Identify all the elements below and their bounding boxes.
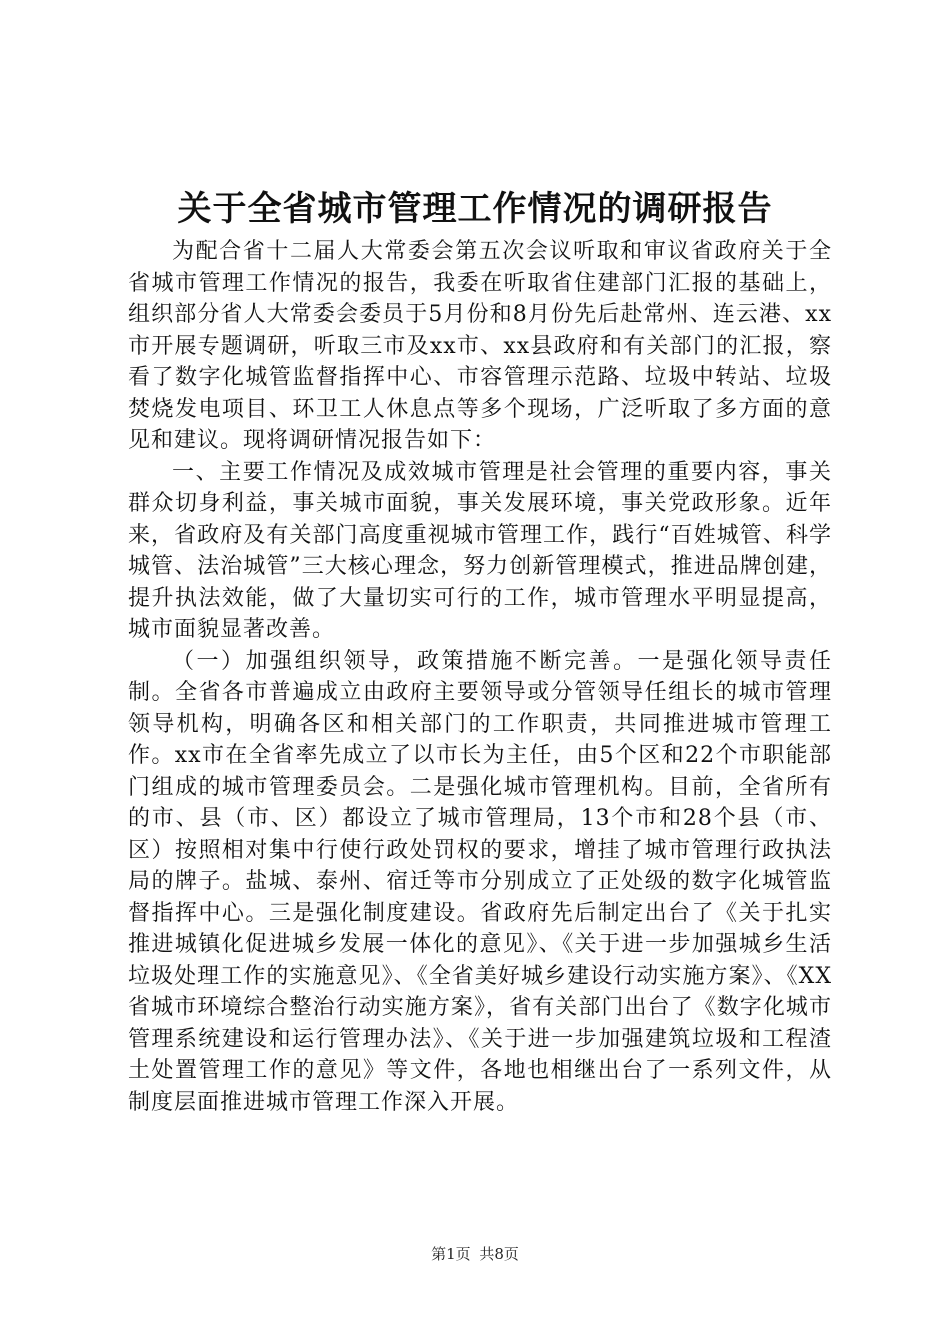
document-body xyxy=(128,236,832,1118)
page-total: 共8页 xyxy=(479,1245,519,1263)
page-number: 第1页 xyxy=(431,1245,471,1263)
paragraph-intro: 为配合省十二届人大常委会第五次会议听取和审议省政府关于全省城市管理工作情况的报告，我委在听取省住建部门汇报的基础上，组织部分省人大常委会委员于5月份和8月份先后赴常州、连云港、xx市开展专题调研，听取三市及xx市、xx县政府和有关部门的汇报，察看了数字化城管监督指挥中心、市容管理示范路、垃圾中转站、垃圾焚烧发电项目、环卫工人休息点等多个现场，广泛听取了多方面的意见和建议。现将调研情况报告如下： xyxy=(128,239,832,453)
paragraph-section-one: 一、主要工作情况及成效城市管理是社会管理的重要内容，事关群众切身利益，事关城市面貌，事关发展环境，事关党政形象。近年来，省政府及有关部门高度重视城市管理工作，践行“百姓城管、科学城管、法治城管”三大核心理念，努力创新管理模式，推进品牌创建，提升执法效能，做了大量切实可行的工作，城市管理水平明显提高，城市面貌显著改善。 xyxy=(128,459,832,642)
paragraph-subsection-one: （一）加强组织领导，政策措施不断完善。一是强化领导责任制。全省各市普遍成立由政府主要领导或分管领导任组长的城市管理领导机构，明确各区和相关部门的工作职责，共同推进城市管理工作。xx市在全省率先成立了以市长为主任，由5个区和22个市职能部门组成的城市管理委员会。二是强化城市管理机构。目前，全省所有的市、县（市、区）都设立了城市管理局，13个市和28个县（市、区）按照相对集中行使行政处罚权的要求，增挂了城市管理行政执法局的牌子。盐城、泰州、宿迁等市分别成立了正处级的数字化城管监督指挥中心。三是强化制度建设。省政府先后制定出台了《关于扎实推进城镇化促进城乡发展一体化的意见》、《关于进一步加强城乡生活垃圾处理工作的实施意见》、《全省美好城乡建设行动实施方案》、《XX省城市环境综合整治行动实施方案》，省有关部门出台了《数字化城市管理系统建设和运行管理办法》、《关于进一步加强建筑垃圾和工程渣土处置管理工作的意见》等文件，各地也相继出台了一系列文件，从制度层面推进城市管理工作深入开展。 xyxy=(128,648,832,1115)
page-footer xyxy=(0,1244,950,1264)
document-title: 关于全省城市管理工作情况的调研报告 xyxy=(177,189,773,229)
